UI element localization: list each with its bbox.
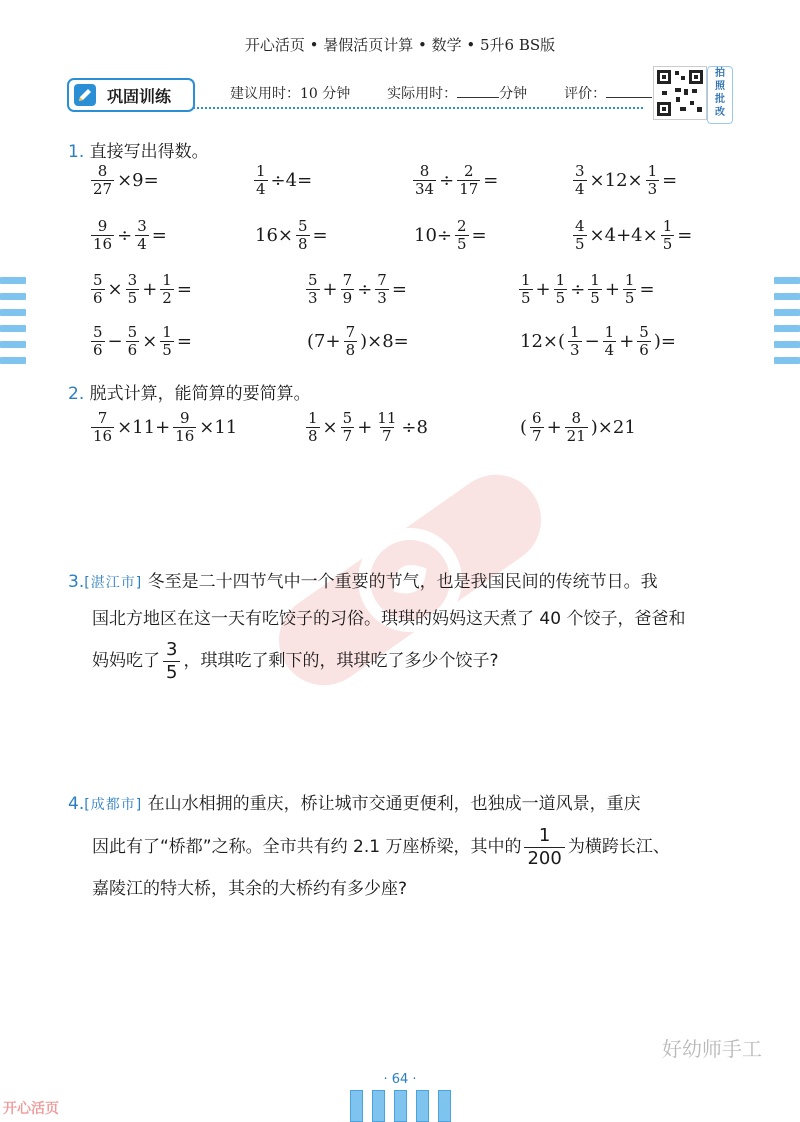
fraction: $\frac{1}{4}$ — [604, 323, 615, 359]
question-4-region-tag: [成都市] — [84, 797, 143, 813]
fraction: $\frac{1}{5}$ — [555, 271, 566, 307]
section-badge — [67, 78, 195, 112]
fraction: $\frac{5}{8}$ — [298, 217, 308, 253]
operator-text: ×9= — [117, 170, 159, 191]
fraction: $\frac{3}{4}$ — [137, 217, 147, 253]
dotted-divider — [193, 107, 643, 109]
suggested-time: 建议用时：10 分钟 — [230, 86, 351, 102]
question-4-number: 4. — [68, 794, 85, 814]
question-3-number: 3. — [68, 572, 85, 592]
operator-text: ×11 — [199, 417, 238, 438]
fraction: $\frac{11}{7}$ — [377, 409, 397, 445]
operator-text: ÷4= — [270, 170, 313, 191]
question-4-word-problem: 4.[成都市] 在山水相拥的重庆，桥让城市交通更便利，也独成一道风景，重庆 因此有了“桥都”之称。全市共有约 2.1 万座桥梁，其中的 $\frac{1}{200}$ 为横跨长江、 嘉陵江的特大桥，其余的大桥约有多少座? — [68, 794, 670, 899]
q2-expression — [305, 410, 430, 445]
operator-text: + — [142, 279, 158, 300]
q1-expression — [253, 218, 330, 253]
fraction: $\frac{9}{16}$ — [175, 409, 195, 445]
operator-text: ×4+4× — [589, 225, 658, 246]
operator-text: = — [151, 225, 167, 246]
qr-code-icon[interactable] — [653, 66, 707, 120]
operator-text: )×8= — [360, 331, 409, 352]
question-2-title: 2. 脱式计算，能简算的要简算。 — [68, 384, 311, 404]
operator-text: ×11+ — [117, 417, 171, 438]
fraction: $\frac{1}{8}$ — [308, 409, 318, 445]
fraction: $\frac{4}{5}$ — [575, 217, 585, 253]
operator-text: + — [619, 331, 635, 352]
q1-expression — [412, 163, 500, 198]
fraction: $\frac{1}{5}$ — [521, 271, 531, 307]
time-meta-row — [230, 83, 652, 103]
q1-expression — [90, 163, 161, 198]
operator-text: = — [391, 279, 407, 300]
footer-bars — [350, 1090, 451, 1122]
q1-expression — [412, 218, 489, 253]
fraction: $\frac{1}{4}$ — [256, 162, 266, 198]
question-3-region-tag: [湛江市] — [84, 575, 143, 591]
fraction: $\frac{5}{6}$ — [93, 323, 103, 359]
rating-label: 评价： — [564, 86, 607, 102]
actual-time-unit: 分钟 — [499, 86, 528, 102]
operator-text: + — [535, 279, 551, 300]
fraction-three-fifths: $\frac{3}{5}$ — [163, 639, 180, 684]
pencil-icon — [73, 83, 97, 107]
operator-text: − — [107, 331, 123, 352]
fraction: $\frac{1}{5}$ — [162, 323, 172, 359]
q1-expression — [572, 163, 679, 198]
fraction: $\frac{8}{21}$ — [566, 409, 586, 445]
fraction: $\frac{6}{7}$ — [532, 409, 542, 445]
operator-text: ×12× — [589, 170, 643, 191]
operator-text: ( — [520, 417, 528, 438]
operator-text: 10÷ — [414, 225, 452, 246]
left-edge-stripes — [0, 277, 26, 373]
operator-text: = — [176, 279, 192, 300]
operator-text: = — [312, 225, 328, 246]
operator-text: ÷ — [570, 279, 586, 300]
bottom-logo: 开心活页 — [3, 1101, 59, 1117]
fraction: $\frac{1}{5}$ — [590, 271, 600, 307]
fraction: $\frac{5}{3}$ — [308, 271, 318, 307]
fraction: $\frac{2}{5}$ — [457, 217, 467, 253]
operator-text: )×21 — [590, 417, 636, 438]
operator-text: = — [662, 170, 678, 191]
fraction: $\frac{7}{16}$ — [93, 409, 113, 445]
fraction: $\frac{1}{5}$ — [624, 271, 635, 307]
corner-watermark-text: 好幼师手工 — [662, 1037, 762, 1061]
q1-expression — [572, 218, 694, 253]
question-3-word-problem: 3.[湛江市] 冬至是二十四节气中一个重要的节气，也是我国民间的传统节日。我 国北方地区在这一天有吃饺子的习俗。琪琪的妈妈这天煮了 40 个饺子，爸爸和 妈妈吃了 $\frac{3}{5}$ ，琪琪吃了剩下的，琪琪吃了多少个饺子? — [68, 572, 686, 683]
operator-text: (7+ — [307, 331, 341, 352]
page-header-title: 开心活页 • 暑假活页计算 • 数学 • 5升6 BS版 — [244, 36, 556, 54]
fraction: $\frac{3}{5}$ — [127, 271, 138, 307]
actual-time-label: 实际用时： — [387, 86, 458, 102]
operator-text: + — [357, 417, 373, 438]
question-1-title: 1. 直接写出得数。 — [68, 142, 209, 162]
fraction-one-two-hundredth: $\frac{1}{200}$ — [524, 825, 564, 870]
operator-text: = — [483, 170, 499, 191]
operator-text: + — [604, 279, 620, 300]
fraction: $\frac{1}{3}$ — [647, 162, 658, 198]
operator-text: × — [107, 279, 123, 300]
fraction: $\frac{9}{16}$ — [93, 217, 113, 253]
fraction: $\frac{8}{34}$ — [415, 162, 435, 198]
operator-text: 16× — [255, 225, 293, 246]
fraction: $\frac{1}{3}$ — [570, 323, 580, 359]
fraction: $\frac{7}{8}$ — [345, 323, 356, 359]
fraction: $\frac{5}{7}$ — [342, 409, 353, 445]
fraction: $\frac{7}{9}$ — [342, 271, 353, 307]
operator-text: − — [584, 331, 600, 352]
operator-text: = — [639, 279, 655, 300]
q1-expression — [90, 218, 169, 253]
fraction: $\frac{5}{6}$ — [639, 323, 649, 359]
q1-expression — [90, 324, 194, 359]
right-edge-stripes — [774, 277, 800, 373]
operator-text: + — [546, 417, 562, 438]
operator-text: 12×( — [520, 331, 566, 352]
operator-text: + — [322, 279, 338, 300]
fraction: $\frac{5}{6}$ — [93, 271, 103, 307]
operator-text: ÷ — [439, 170, 455, 191]
fraction: $\frac{1}{2}$ — [162, 271, 172, 307]
q1-expression — [518, 324, 678, 359]
operator-text: ÷8 — [401, 417, 428, 438]
actual-time-blank[interactable] — [457, 85, 499, 98]
fraction: $\frac{7}{3}$ — [377, 271, 387, 307]
operator-text: × — [322, 417, 338, 438]
q1-expression — [518, 272, 657, 307]
operator-text: × — [142, 331, 158, 352]
fraction: $\frac{8}{27}$ — [93, 162, 113, 198]
fraction: $\frac{5}{6}$ — [127, 323, 138, 359]
operator-text: = — [471, 225, 487, 246]
scan-to-grade-label: 拍 照 批 改 — [707, 66, 733, 124]
page-number: · 64 · — [383, 1072, 417, 1087]
fraction: $\frac{2}{17}$ — [459, 162, 479, 198]
operator-text: )= — [653, 331, 676, 352]
section-badge-label: 巩固训练 — [107, 87, 172, 106]
fraction: $\frac{1}{5}$ — [662, 217, 673, 253]
q1-expression — [90, 272, 194, 307]
q2-expression — [518, 410, 638, 445]
rating-blank[interactable] — [606, 85, 652, 98]
operator-text: = — [176, 331, 192, 352]
q1-expression — [305, 272, 409, 307]
q2-expression — [90, 410, 239, 445]
fraction: $\frac{3}{4}$ — [575, 162, 585, 198]
operator-text: = — [677, 225, 693, 246]
q1-expression — [253, 163, 314, 198]
q1-expression — [305, 324, 411, 359]
operator-text: ÷ — [117, 225, 133, 246]
operator-text: ÷ — [357, 279, 373, 300]
